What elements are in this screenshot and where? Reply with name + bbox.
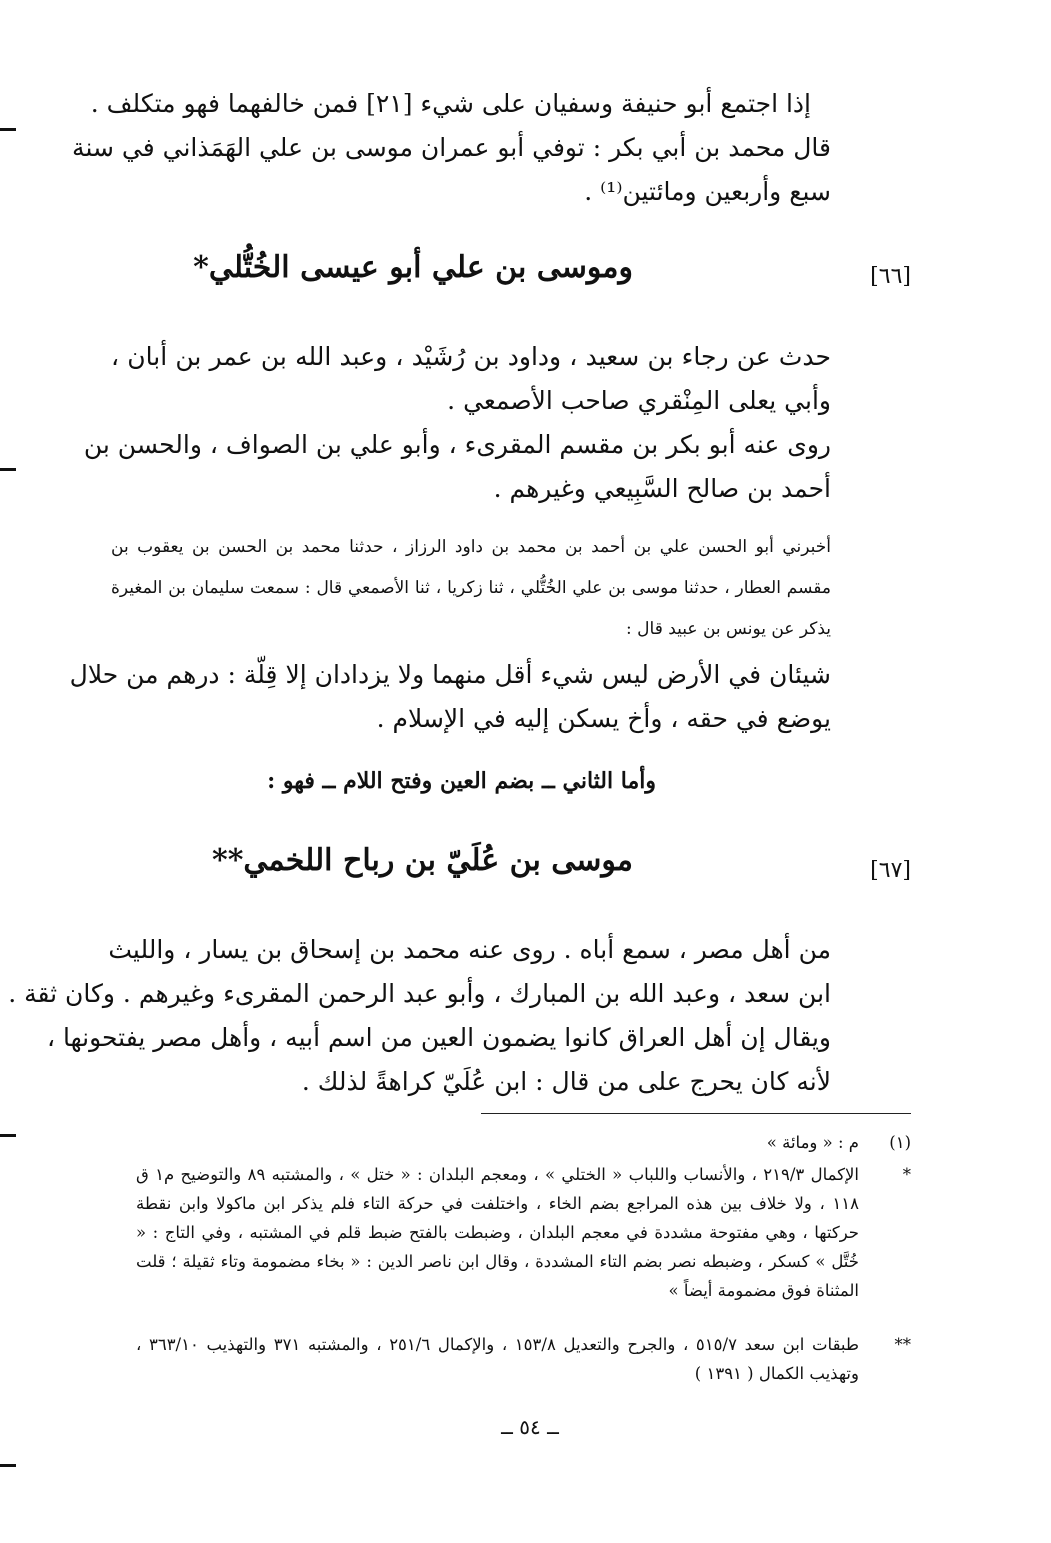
margin-mark xyxy=(0,468,16,471)
footnote xyxy=(136,1160,911,1305)
footnote-mark: ** xyxy=(894,1335,911,1354)
text-line: شيئان في الأرض ليس شيء أقل منهما ولا يزدادان إلا قِلّة : درهم من حلال xyxy=(69,660,831,689)
entry-number: [٦٧] xyxy=(870,858,911,883)
text-line: إذا اجتمع أبو حنيفة وسفيان على شيء [٢١] فمن خالفهما فهو متكلف . xyxy=(90,89,811,118)
text-line: وأبي يعلى المِنْقري صاحب الأصمعي . xyxy=(447,386,831,415)
text-line: روى عنه أبو بكر بن مقسم المقرىء ، وأبو علي بن الصواف ، والحسن بن xyxy=(83,430,831,459)
text-line: أحمد بن صالح السَّبِيعي وغيرهم . xyxy=(493,474,831,503)
footnote-text: طبقات ابن سعد ٥١٥/٧ ، والجرح والتعديل ١٥٣/٨ ، والإكمال ٢٥١/٦ ، والمشتبه ٣٧١ والتهذيب ٣٦٣/١٠ ، وتهذيب الكمال ( ١٣٩١ ) xyxy=(136,1335,860,1383)
text-line: قال محمد بن أبي بكر : توفي أبو عمران موسى بن علي الهَمَذاني في سنة xyxy=(72,133,831,162)
text-line: سبع وأربعين ومائتين⁽¹⁾ . xyxy=(584,177,831,206)
footnote-mark: (١) xyxy=(889,1133,911,1152)
margin-mark xyxy=(0,1134,16,1137)
page-number: ــ ٥٤ ــ xyxy=(501,1415,559,1439)
text-line: ويقال إن أهل العراق كانوا يضمون العين من اسم أبيه ، وأهل مصر يفتحونها ، xyxy=(47,1023,831,1052)
footnote-mark: * xyxy=(902,1165,911,1184)
text-line: من أهل مصر ، سمع أباه . روى عنه محمد بن إسحاق بن يسار ، والليث xyxy=(108,935,831,964)
isnad-line: مقسم العطار ، حدثنا موسى بن علي الخُتُّلي ، ثنا زكريا ، ثنا الأصمعي قال : سمعت سليمان بن المغيرة xyxy=(111,578,831,598)
footnote-text: الإكمال ٢١٩/٣ ، والأنساب واللباب « الختلي » ، ومعجم البلدان : « ختل » ، والمشتبه ٨٩ والتوضيح م١ ق ١١٨ ، ولا خلاف بين هذه المراجع بضم الخاء ، واختلفت في حركة التاء فلم يذكر ابن ماكولا وابن نقطة حركتها ، وهي مفتوحة مشددة في معجم البلدان ، وضبطت بالفتح ضبط قلم في المشتبه ، وفي التاج : « خُتَّل » كسكر ، وضبطه نصر بضم التاء المشددة ، وقال ابن ناصر الدين : « بخاء مضمومة وتاء ثقيلة ؛ قلت المثناة فوق مضمومة أيضاً » xyxy=(136,1165,859,1300)
text-line: ابن سعد ، وعبد الله بن المبارك ، وأبو عبد الرحمن المقرىء وغيرهم . وكان ثقة . xyxy=(8,979,831,1008)
text-line: يوضع في حقه ، وأخ يسكن إليه في الإسلام . xyxy=(376,704,831,733)
entry-title: موسى بن عُلَيّ بن رباح اللخمي** xyxy=(212,843,633,878)
margin-mark xyxy=(0,1464,16,1467)
entry-title: وموسى بن علي أبو عيسى الخُتُّلي* xyxy=(193,250,633,285)
section-transition: وأما الثاني ــ بضم العين وفتح اللام ــ فهو : xyxy=(267,768,656,794)
text-line: حدث عن رجاء بن سعيد ، وداود بن رُشَيْد ، وعبد الله بن عمر بن أبان ، xyxy=(111,342,831,371)
text-line: لأنه كان يحرج على من قال : ابن عُلَيّ كراهةً لذلك . xyxy=(301,1067,831,1096)
isnad-line: أخبرني أبو الحسن علي بن أحمد بن محمد بن داود الرزاز ، حدثنا محمد بن الحسن بن يعقوب بن xyxy=(111,537,831,557)
footnote-text: م : « ومائة » xyxy=(766,1133,859,1152)
footnote xyxy=(136,1128,911,1157)
margin-mark xyxy=(0,128,16,131)
footnote xyxy=(136,1330,911,1388)
entry-number: [٦٦] xyxy=(870,264,911,289)
footnote-rule xyxy=(481,1113,911,1114)
isnad-line: يذكر عن يونس بن عبيد قال : xyxy=(626,619,831,639)
